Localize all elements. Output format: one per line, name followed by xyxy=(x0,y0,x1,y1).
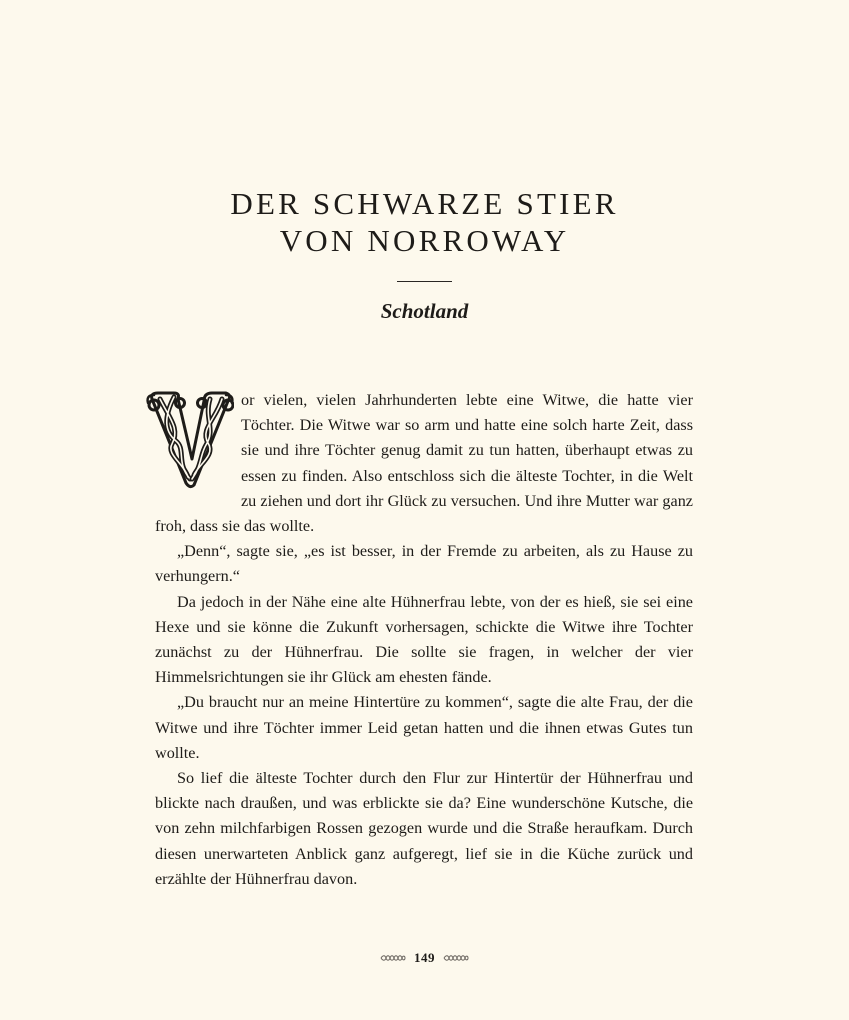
chapter-region: Schotland xyxy=(380,299,469,323)
chapter-title-line-1: DER SCHWARZE STIER xyxy=(230,186,619,221)
chapter-title-line-2: VON NORROWAY xyxy=(279,223,570,258)
page-footer xyxy=(0,947,849,969)
left-scroll-ornament-icon xyxy=(380,954,406,962)
paragraph: „Denn“, sagte sie, „es ist besser, in der Fremde zu arbeiten, als zu Hause zu verhungern.“ xyxy=(155,542,693,586)
right-scroll-ornament-icon xyxy=(443,954,469,962)
story-text xyxy=(155,388,693,892)
drop-cap-space xyxy=(155,388,241,510)
paragraph: So lief die älteste Tochter durch den Flur zur Hintertür der Hühnerfrau und blickte nach draußen, und was erblickte sie da? Eine wunderschöne Kutsche, die von zehn milchfarbigen Rossen gezogen wurde und die Straße heraufkam. Durch diesen unerwarteten Anblick ganz aufgeregt, lief sie in die Küche zurück und erzählte der Hühnerfrau davon. xyxy=(155,769,693,888)
paragraph-text: or vielen, vielen Jahrhunderten lebte eine Witwe, die hatte vier Töchter. Die Witwe war so arm und hatte eine solch harte Zeit, dass sie und ihre Töchter genug damit zu tun hatten, überhaupt etwas zu essen zu finden. Also entschloss sich die älteste Tochter, in die Welt zu ziehen und dort ihr Glück zu versuchen. Und ihre Mutter war ganz froh, dass sie das wollte. xyxy=(155,391,693,536)
title-divider xyxy=(397,281,452,282)
paragraph: „Du braucht nur an meine Hintertüre zu kommen“, sagte die alte Frau, der die Witwe und ihre Töchter immer Leid getan hatten und die ihnen etwas Gutes tun wollte. xyxy=(155,693,693,762)
page-number: 149 xyxy=(414,950,435,965)
paragraph: Da jedoch in der Nähe eine alte Hühnerfrau lebte, von der es hieß, sie sei eine Hexe und sie könne die Zukunft vorhersagen, schickte die Witwe ihre Tochter zunächst zu der Hühnerfrau. Die sollte sie fragen, in welcher der vier Himmelsrichtungen sie ihr Glück am ehesten fände. xyxy=(155,592,693,687)
paragraph xyxy=(155,388,693,539)
